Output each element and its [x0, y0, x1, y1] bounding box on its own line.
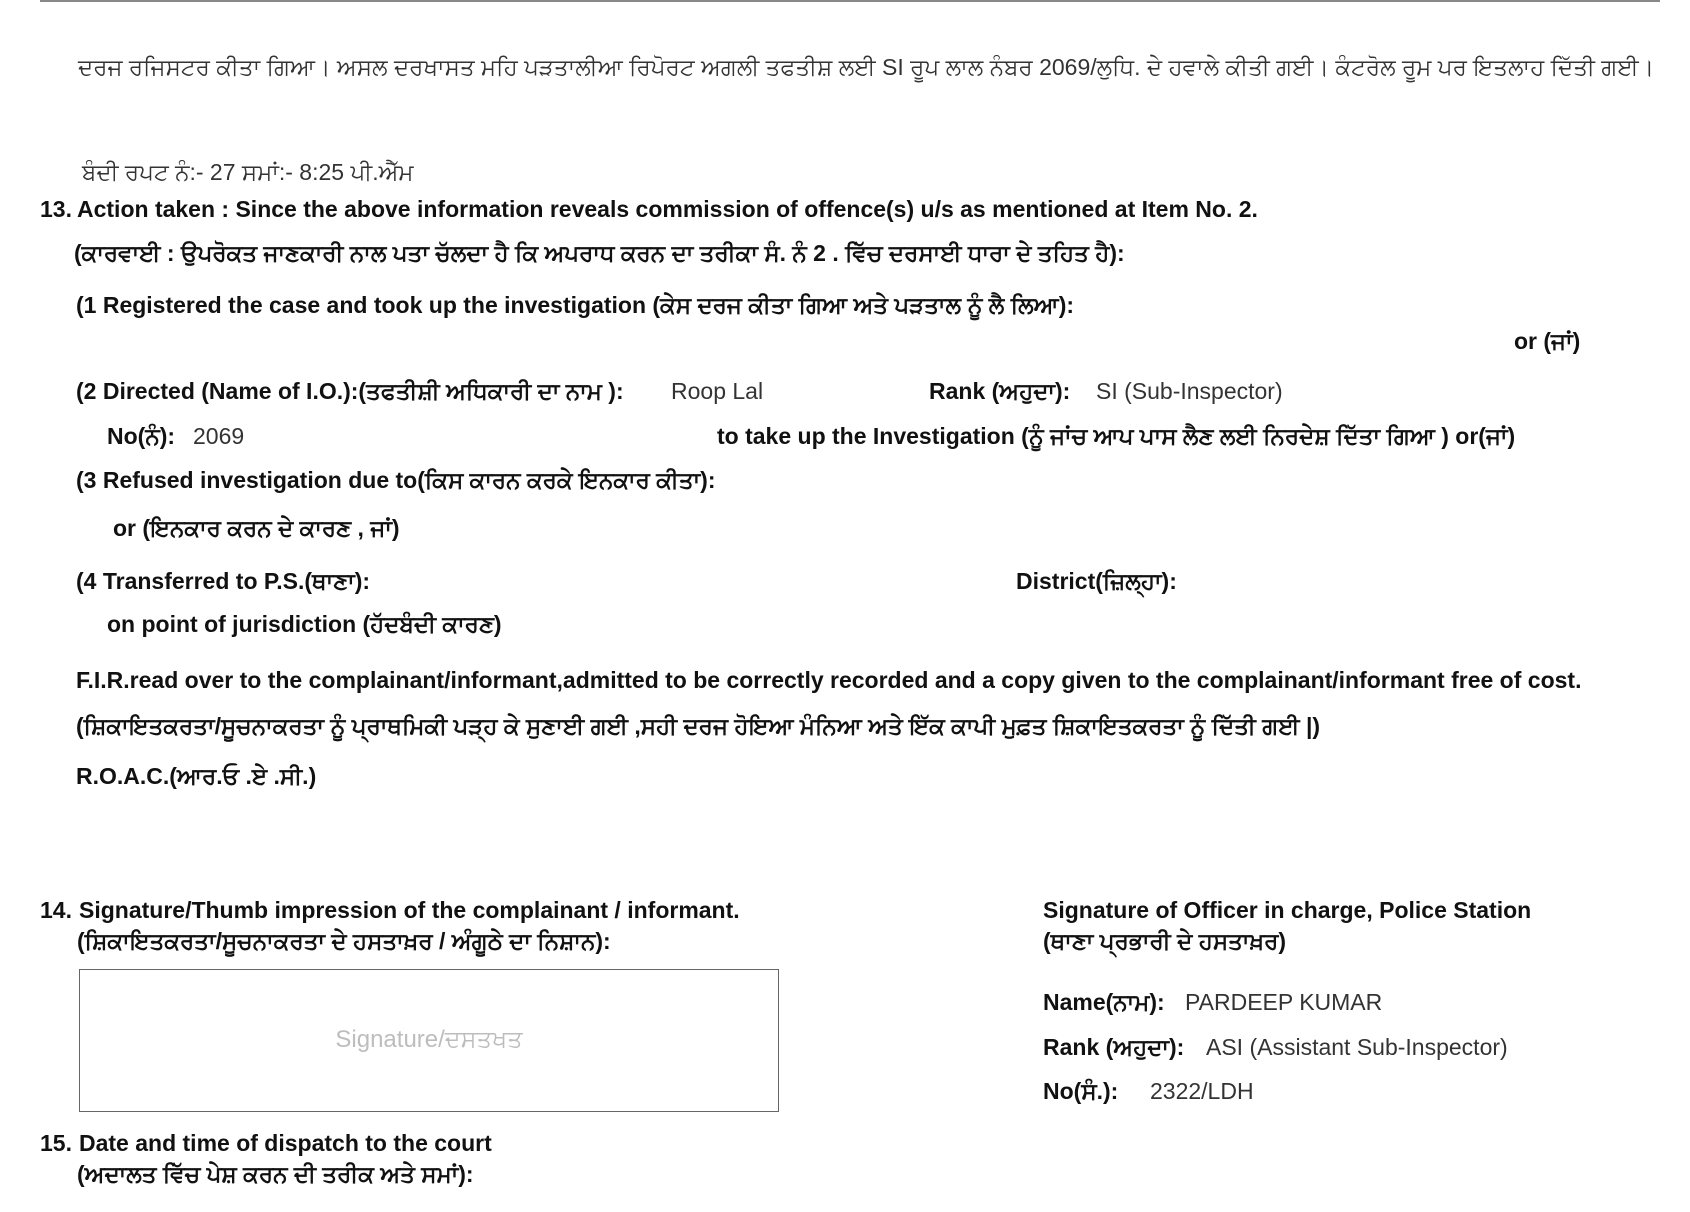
officer-name-value: PARDEEP KUMAR [1185, 989, 1383, 1015]
item15-label-pa: (ਅਦਾਲਤ ਵਿੱਚ ਪੇਸ਼ ਕਰਨ ਦੀ ਤਰੀਕ ਅਤੇ ਸਮਾਂ): [77, 1161, 474, 1187]
io-rank-label: Rank (ਅਹੁਦਾ): [929, 378, 1071, 404]
jurisdiction: on point of jurisdiction (ਹੱਦਬੰਦੀ ਕਾਰਣ) [107, 611, 502, 637]
fir-read-over-pa: (ਸ਼ਿਕਾਇਤਕਰਤਾ/ਸੂਚਨਾਕਰਤਾ ਨੂੰ ਪ੍ਰਾਥਮਿਕੀ ਪੜ੍ਹ ਕੇ ਸੁਣਾਈ ਗਈ ,ਸਹੀ ਦਰਜ ਹੋਇਆ ਮੰਨਿਆ ਅਤੇ ਇੱਕ ਕਾਪੀ ਮੁਫ਼ਤ ਸ਼ਿਕਾਇਤਕਰਤਾ ਨੂੰ ਦਿੱਤੀ ਗਈ |) [76, 713, 1321, 739]
take-up-investigation: to take up the Investigation (ਨੂੰ ਜਾਂਚ ਆਪ ਪਾਸ ਲੈਣ ਲਈ ਨਿਰਦੇਸ਼ ਦਿੱਤਾ ਗਿਆ ) or(ਜਾਂ) [717, 423, 1516, 449]
officer-rank-label: Rank (ਅਹੁਦਾ): [1043, 1034, 1185, 1060]
bandi-rapat: ਬੰਦੀ ਰਪਟ ਨੰ:- 27 ਸਮਾਂ:- 8:25 ਪੀ.ਐੱਮ [82, 159, 414, 185]
item13-number: 13. [40, 196, 72, 222]
officer-name-label: Name(ਨਾਮ): [1043, 989, 1165, 1015]
item13-action-pa: (ਕਾਰਵਾਈ : ਉਪਰੋਕਤ ਜਾਣਕਾਰੀ ਨਾਲ ਪਤਾ ਚੱਲਦਾ ਹੈ ਕਿ ਅਪਰਾਧ ਕਰਨ ਦਾ ਤਰੀਕਾ ਸੰ. ਨੰ 2 . ਵਿੱਚ ਦਰਸਾਈ ਧਾਰਾ ਦੇ ਤਹਿਤ ਹੈ): [74, 240, 1125, 266]
item14-number: 14. [40, 897, 72, 923]
officer-signature-label: Signature of Officer in charge, Police Station [1043, 897, 1532, 923]
option-4-transferred: (4 Transferred to P.S.(ਥਾਣਾ): [76, 568, 371, 594]
option-2-directed-label: (2 Directed (Name of I.O.):(ਤਫਤੀਸ਼ੀ ਅਧਿਕਾਰੀ ਦਾ ਨਾਮ ): [76, 378, 624, 404]
officer-no-value: 2322/LDH [1150, 1078, 1254, 1104]
top-rule [40, 0, 1660, 2]
officer-no-label: No(ਸੰ.): [1043, 1078, 1119, 1104]
option-1-registered: (1 Registered the case and took up the investigation (ਕੇਸ ਦਰਜ ਕੀਤਾ ਗਿਆ ਅਤੇ ਪੜਤਾਲ ਨੂੰ ਲੈ ਲਿਆ): [76, 292, 1075, 318]
officer-rank-value: ASI (Assistant Sub-Inspector) [1206, 1034, 1508, 1060]
complainant-signature-box[interactable] [79, 969, 779, 1112]
option-1-or: or (ਜਾਂ) [1514, 328, 1581, 354]
io-rank-value: SI (Sub-Inspector) [1096, 378, 1283, 404]
io-no-value: 2069 [193, 423, 245, 449]
signature-placeholder: Signature/ਦਸਤਖਤ [335, 1026, 523, 1053]
fir-read-over: F.I.R.read over to the complainant/informant,admitted to be correctly recorded and a copy given to the complainant/informant free of cost. [76, 667, 1582, 693]
officer-signature-label-pa: (ਥਾਣਾ ਪ੍ਰਭਾਰੀ ਦੇ ਹਸਤਾਖ਼ਰ) [1043, 928, 1287, 954]
item15-number: 15. [40, 1130, 72, 1156]
roac: R.O.A.C.(ਆਰ.ਓ .ਏ .ਸੀ.) [76, 763, 317, 789]
item14-label: Signature/Thumb impression of the complainant / informant. [79, 897, 740, 923]
intro-paragraph: ਦਰਜ ਰਜਿਸਟਰ ਕੀਤਾ ਗਿਆ। ਅਸਲ ਦਰਖਾਸਤ ਮਹਿ ਪੜਤਾਲੀਆ ਰਿਪੋਰਟ ਅਗਲੀ ਤਫਤੀਸ਼ ਲਈ SI ਰੂਪ ਲਾਲ ਨੰਬਰ 2069/ਲੁਧਿ. ਦੇ ਹਵਾਲੇ ਕੀਤੀ ਗਈ। ਕੰਟਰੋਲ ਰੂਮ ਪਰ ਇਤਲਾਹ ਦਿੱਤੀ ਗਈ। [78, 54, 1655, 80]
item15-label: Date and time of dispatch to the court [79, 1130, 492, 1156]
option-3-refused: (3 Refused investigation due to(ਕਿਸ ਕਾਰਨ ਕਰਕੇ ਇਨਕਾਰ ਕੀਤਾ): [76, 467, 716, 493]
item14-label-pa: (ਸ਼ਿਕਾਇਤਕਰਤਾ/ਸੂਚਨਾਕਰਤਾ ਦੇ ਹਸਤਾਖ਼ਰ / ਅੰਗੂਠੇ ਦਾ ਨਿਸ਼ਾਨ): [77, 928, 611, 954]
item13-action: Action taken : Since the above information reveals commission of offence(s) u/s as mentioned at Item No. 2. [77, 196, 1258, 222]
option-3-or: or (ਇਨਕਾਰ ਕਰਨ ਦੇ ਕਾਰਣ , ਜਾਂ) [113, 515, 400, 541]
district-label: District(ਜ਼ਿਲ੍ਹਾ): [1016, 568, 1177, 594]
io-name: Roop Lal [671, 378, 764, 404]
io-no-label: No(ਨੰ): [107, 423, 176, 449]
